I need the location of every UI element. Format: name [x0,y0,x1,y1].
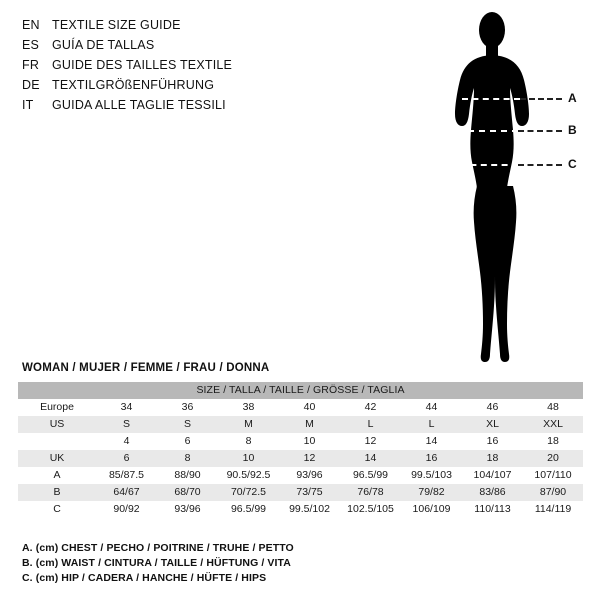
table-row [18,450,583,467]
language-code: ES [22,38,40,52]
cell: 68/70 [157,484,218,501]
language-row [22,35,352,55]
row-label: US [18,416,96,433]
language-title: GUIDA ALLE TAGLIE TESSILI [52,98,226,112]
measure-line-c-outer [518,164,562,166]
cell: 44 [401,399,462,416]
language-code: DE [22,78,40,92]
table-row [18,501,583,518]
legend-line-b: B. (cm) WAIST / CINTURA / TAILLE / HÜFTUNG / VITA [22,557,291,569]
cell: 114/119 [523,501,583,518]
cell: 18 [462,450,523,467]
cell: M [218,416,279,433]
cell: 42 [340,399,401,416]
cell: 40 [279,399,340,416]
cell: 8 [157,450,218,467]
cell: 106/109 [401,501,462,518]
cell: 96.5/99 [340,467,401,484]
cell: 96.5/99 [218,501,279,518]
cell: 85/87.5 [96,467,157,484]
cell: 8 [218,433,279,450]
measure-label-c: C [568,157,577,171]
measure-line-c-inner [460,164,518,166]
measure-line-b-outer [518,130,562,132]
cell: 99.5/103 [401,467,462,484]
cell: 90.5/92.5 [218,467,279,484]
cell: 46 [462,399,523,416]
table-row [18,467,583,484]
measure-line-b-inner [468,130,518,132]
language-code: FR [22,58,40,72]
cell: 6 [96,450,157,467]
female-body-figure [400,10,590,370]
cell: 102.5/105 [340,501,401,518]
cell: L [340,416,401,433]
cell: 76/78 [340,484,401,501]
language-row [22,55,352,75]
cell: 6 [157,433,218,450]
language-code: IT [22,98,34,112]
cell: 70/72.5 [218,484,279,501]
cell: 88/90 [157,467,218,484]
cell: 93/96 [157,501,218,518]
measure-label-b: B [568,123,577,137]
cell: 48 [523,399,583,416]
cell: 12 [340,433,401,450]
table-row [18,433,583,450]
cell: XL [462,416,523,433]
cell: 87/90 [523,484,583,501]
cell: 73/75 [279,484,340,501]
cell: 12 [279,450,340,467]
cell: S [96,416,157,433]
cell: 110/113 [462,501,523,518]
cell: 18 [523,433,583,450]
language-row [22,75,352,95]
table-header-row [18,382,583,399]
cell: S [157,416,218,433]
measure-label-a: A [568,91,577,105]
cell: 20 [523,450,583,467]
cell: 4 [96,433,157,450]
cell: 10 [218,450,279,467]
table-row [18,484,583,501]
cell: 83/86 [462,484,523,501]
cell: XXL [523,416,583,433]
measure-line-a-inner [462,98,520,100]
table-row [18,399,583,416]
cell: 16 [401,450,462,467]
row-label: B [18,484,96,501]
cell: 10 [279,433,340,450]
cell: 16 [462,433,523,450]
row-label: UK [18,450,96,467]
cell: L [401,416,462,433]
cell: 36 [157,399,218,416]
row-label: C [18,501,96,518]
row-label: A [18,467,96,484]
cell: 64/67 [96,484,157,501]
cell: 34 [96,399,157,416]
cell: 93/96 [279,467,340,484]
language-title: TEXTILGRÖßENFÜHRUNG [52,78,215,92]
cell: 107/110 [523,467,583,484]
cell: 99.5/102 [279,501,340,518]
section-title-woman: WOMAN / MUJER / FEMME / FRAU / DONNA [22,362,270,374]
legend-line-c: C. (cm) HIP / CADERA / HANCHE / HÜFTE / HIPS [22,572,267,584]
row-label: Europe [18,399,96,416]
row-label [18,433,96,450]
cell: 38 [218,399,279,416]
table-header-label: SIZE / TALLA / TAILLE / GRÖSSE / TAGLIA [18,382,583,399]
language-title: GUIDE DES TAILLES TEXTILE [52,58,233,72]
language-row [22,95,352,115]
language-code: EN [22,18,40,32]
cell: 90/92 [96,501,157,518]
size-table [18,382,583,518]
language-title: GUÍA DE TALLAS [52,38,155,52]
cell: 14 [340,450,401,467]
legend-line-a: A. (cm) CHEST / PECHO / POITRINE / TRUHE / PETTO [22,542,294,554]
language-title-list [22,15,352,115]
female-silhouette-icon [400,10,590,370]
measure-line-a-outer [520,98,562,100]
measurement-legend [22,541,442,586]
table-row [18,416,583,433]
size-table-container [18,382,582,518]
cell: 14 [401,433,462,450]
language-title: TEXTILE SIZE GUIDE [52,18,181,32]
cell: 79/82 [401,484,462,501]
cell: M [279,416,340,433]
cell: 104/107 [462,467,523,484]
language-row [22,15,352,35]
